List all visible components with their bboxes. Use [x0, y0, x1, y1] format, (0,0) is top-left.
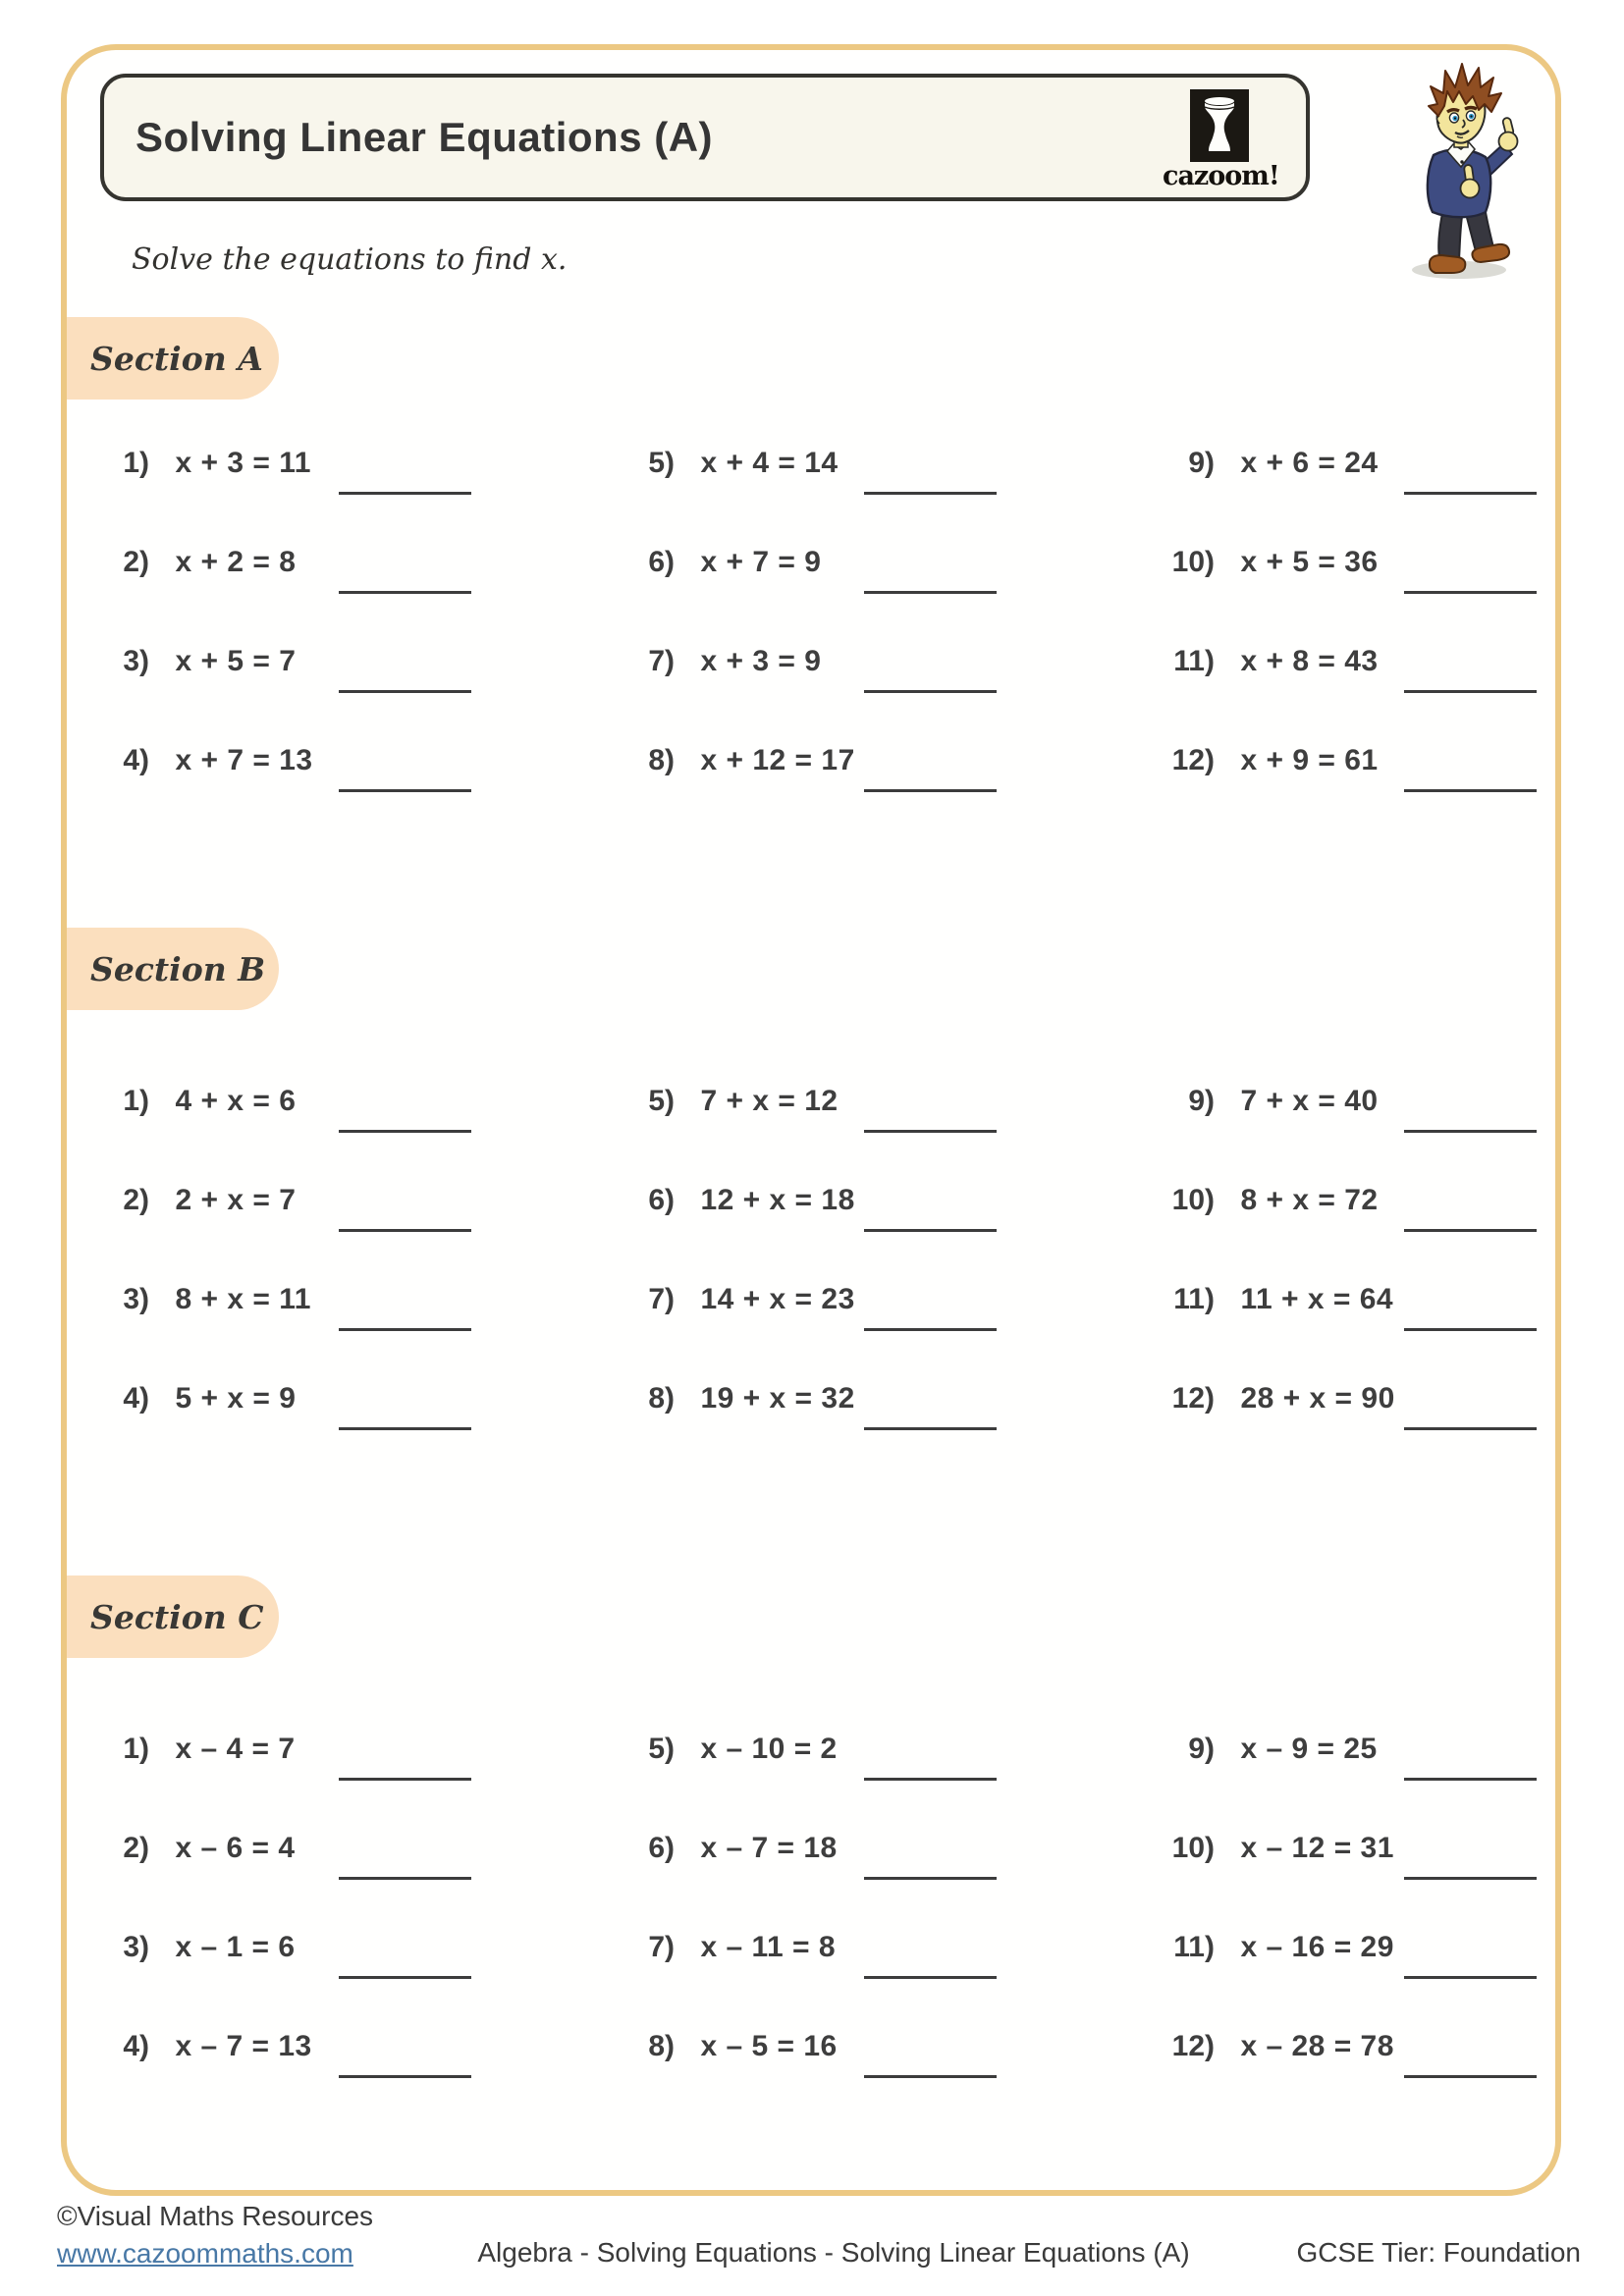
problem-equation: 5 + x = 9	[175, 1382, 297, 1415]
problem-number: 6)	[648, 546, 675, 578]
problem-number: 6)	[648, 1832, 675, 1864]
section-tab	[67, 1575, 279, 1658]
problem-number: 12)	[1171, 744, 1215, 776]
problem-row	[623, 1184, 1164, 1283]
answer-blank	[1404, 1427, 1537, 1430]
answer-blank	[864, 1328, 997, 1331]
problem-row	[623, 546, 1164, 645]
problem-equation: 8 + x = 72	[1240, 1184, 1379, 1216]
answer-blank	[1404, 1130, 1537, 1133]
problem-equation: 2 + x = 7	[175, 1184, 297, 1216]
section-tab	[67, 317, 279, 400]
problem-equation: 19 + x = 32	[700, 1382, 855, 1415]
problem-number: 4)	[123, 2030, 149, 2062]
answer-blank	[864, 1778, 997, 1781]
section-label: Section B	[90, 949, 266, 988]
problem-number: 7)	[648, 1931, 675, 1963]
problem-equation: x + 4 = 14	[700, 447, 839, 479]
problem-equation: x + 9 = 61	[1240, 744, 1379, 776]
mascot-boy-thumbs-up	[1398, 61, 1530, 287]
answer-blank	[339, 789, 471, 792]
page-border-frame	[61, 44, 1561, 2196]
problem-number: 8)	[648, 2030, 675, 2062]
problem-row	[98, 546, 623, 645]
breadcrumb: Algebra - Solving Equations - Solving Linear Equations (A)	[477, 2237, 1190, 2268]
answer-blank	[339, 591, 471, 594]
section-label: Section C	[90, 1597, 264, 1636]
problem-equation: x – 7 = 13	[175, 2030, 312, 2062]
problem-equation: x – 16 = 29	[1240, 1931, 1394, 1963]
section-grid	[98, 1085, 1524, 1481]
answer-blank	[864, 1976, 997, 1979]
problem-equation: x – 6 = 4	[175, 1832, 296, 1864]
problem-row	[98, 1283, 623, 1382]
problem-row	[623, 744, 1164, 843]
section-label: Section A	[90, 339, 263, 378]
problem-number: 11)	[1173, 1283, 1215, 1315]
problem-number: 3)	[123, 1931, 149, 1963]
problem-number: 8)	[648, 1382, 675, 1415]
problem-row	[98, 1382, 623, 1481]
problem-row	[1164, 1382, 1524, 1481]
problem-number: 4)	[123, 1382, 149, 1415]
problem-row	[623, 1733, 1164, 1832]
answer-blank	[1404, 492, 1537, 495]
problem-equation: x + 3 = 11	[175, 447, 311, 479]
problem-row	[1164, 1931, 1524, 2030]
problem-number: 5)	[648, 1733, 675, 1765]
problem-number: 11)	[1173, 645, 1215, 677]
problem-number: 11)	[1173, 1931, 1215, 1963]
answer-blank	[339, 1328, 471, 1331]
problem-number: 10)	[1171, 1832, 1215, 1864]
problem-equation: 14 + x = 23	[700, 1283, 855, 1315]
tier-label: GCSE Tier: Foundation	[1296, 2237, 1581, 2268]
answer-blank	[1404, 1778, 1537, 1781]
problem-equation: x + 12 = 17	[700, 744, 855, 776]
problem-number: 1)	[123, 1085, 149, 1117]
problem-equation: x – 12 = 31	[1240, 1832, 1394, 1864]
answer-blank	[339, 1229, 471, 1232]
problem-number: 2)	[123, 546, 149, 578]
problem-row	[98, 1832, 623, 1931]
answer-blank	[1404, 789, 1537, 792]
answer-blank	[339, 690, 471, 693]
answer-blank	[1404, 591, 1537, 594]
section-tab	[67, 928, 279, 1010]
answer-blank	[864, 789, 997, 792]
problem-number: 10)	[1171, 1184, 1215, 1216]
problem-row	[98, 1733, 623, 1832]
problem-number: 2)	[123, 1832, 149, 1864]
footer	[57, 2201, 1581, 2269]
problem-row	[98, 1931, 623, 2030]
answer-blank	[339, 1427, 471, 1430]
problem-number: 12)	[1171, 1382, 1215, 1415]
problem-number: 3)	[123, 1283, 149, 1315]
problem-row	[623, 1283, 1164, 1382]
problem-equation: x – 7 = 18	[700, 1832, 838, 1864]
problem-number: 7)	[648, 645, 675, 677]
footer-left	[57, 2201, 381, 2269]
answer-blank	[864, 492, 997, 495]
problem-equation: 4 + x = 6	[175, 1085, 297, 1117]
problem-number: 9)	[1188, 447, 1215, 479]
problem-row	[1164, 1733, 1524, 1832]
title-box	[100, 74, 1310, 201]
problem-row	[623, 1085, 1164, 1184]
problem-row	[98, 645, 623, 744]
problem-number: 3)	[123, 645, 149, 677]
answer-blank	[339, 1976, 471, 1979]
problem-row	[98, 447, 623, 546]
problem-row	[1164, 447, 1524, 546]
problem-equation: x + 5 = 36	[1240, 546, 1379, 578]
problem-equation: x + 8 = 43	[1240, 645, 1379, 677]
problem-row	[98, 1085, 623, 1184]
answer-blank	[1404, 1229, 1537, 1232]
problem-equation: x + 7 = 9	[700, 546, 822, 578]
problem-equation: x + 6 = 24	[1240, 447, 1379, 479]
problem-row	[623, 2030, 1164, 2129]
logo-wordmark: cazoom!	[1163, 161, 1279, 191]
problem-equation: x – 1 = 6	[175, 1931, 296, 1963]
problem-number: 5)	[648, 1085, 675, 1117]
answer-blank	[339, 492, 471, 495]
answer-blank	[1404, 690, 1537, 693]
problem-number: 1)	[123, 447, 149, 479]
problem-equation: x + 2 = 8	[175, 546, 297, 578]
instruction-text: Solve the equations to find x.	[132, 242, 568, 277]
problem-row	[623, 1832, 1164, 1931]
problem-row	[1164, 1184, 1524, 1283]
problem-number: 5)	[648, 447, 675, 479]
problem-row	[623, 1382, 1164, 1481]
problem-equation: 12 + x = 18	[700, 1184, 855, 1216]
answer-blank	[864, 591, 997, 594]
problem-number: 2)	[123, 1184, 149, 1216]
answer-blank	[864, 690, 997, 693]
problem-row	[1164, 744, 1524, 843]
problem-row	[98, 1184, 623, 1283]
problem-equation: x + 3 = 9	[700, 645, 822, 677]
answer-blank	[864, 1427, 997, 1430]
answer-blank	[864, 1229, 997, 1232]
problem-equation: 7 + x = 12	[700, 1085, 839, 1117]
problem-row	[98, 2030, 623, 2129]
problem-row	[1164, 546, 1524, 645]
drum-icon	[1190, 89, 1249, 162]
problem-row	[98, 744, 623, 843]
problem-equation: 7 + x = 40	[1240, 1085, 1379, 1117]
problem-equation: x – 4 = 7	[175, 1733, 296, 1765]
problem-equation: x – 11 = 8	[700, 1931, 837, 1963]
answer-blank	[1404, 1328, 1537, 1331]
problem-row	[1164, 1283, 1524, 1382]
problem-number: 9)	[1188, 1733, 1215, 1765]
answer-blank	[339, 1877, 471, 1880]
problem-number: 4)	[123, 744, 149, 776]
problem-equation: x – 9 = 25	[1240, 1733, 1378, 1765]
answer-blank	[339, 1130, 471, 1133]
problem-equation: 8 + x = 11	[175, 1283, 311, 1315]
problem-row	[1164, 645, 1524, 744]
problem-row	[1164, 2030, 1524, 2129]
answer-blank	[339, 1778, 471, 1781]
section-grid	[98, 1733, 1524, 2129]
problem-row	[1164, 1085, 1524, 1184]
cazoom-logo	[1163, 89, 1279, 191]
answer-blank	[1404, 1877, 1537, 1880]
website-link[interactable]: www.cazoommaths.com	[57, 2238, 353, 2269]
problem-equation: x – 10 = 2	[700, 1733, 838, 1765]
page-title: Solving Linear Equations (A)	[135, 114, 714, 160]
answer-blank	[864, 1130, 997, 1133]
answer-blank	[864, 1877, 997, 1880]
problem-equation: 28 + x = 90	[1240, 1382, 1395, 1415]
copyright-text: ©Visual Maths Resources	[57, 2201, 374, 2231]
problem-equation: x + 7 = 13	[175, 744, 313, 776]
problem-number: 9)	[1188, 1085, 1215, 1117]
problem-equation: x + 5 = 7	[175, 645, 297, 677]
problem-equation: x – 5 = 16	[700, 2030, 838, 2062]
answer-blank	[1404, 1976, 1537, 1979]
problem-number: 1)	[123, 1733, 149, 1765]
problem-number: 6)	[648, 1184, 675, 1216]
problem-number: 10)	[1171, 546, 1215, 578]
problem-number: 7)	[648, 1283, 675, 1315]
answer-blank	[864, 2075, 997, 2078]
answer-blank	[339, 2075, 471, 2078]
section-grid	[98, 447, 1524, 843]
problem-number: 12)	[1171, 2030, 1215, 2062]
problem-row	[623, 1931, 1164, 2030]
problem-equation: x – 28 = 78	[1240, 2030, 1394, 2062]
answer-blank	[1404, 2075, 1537, 2078]
problem-number: 8)	[648, 744, 675, 776]
problem-row	[623, 645, 1164, 744]
problem-row	[623, 447, 1164, 546]
problem-equation: 11 + x = 64	[1240, 1283, 1394, 1315]
problem-row	[1164, 1832, 1524, 1931]
